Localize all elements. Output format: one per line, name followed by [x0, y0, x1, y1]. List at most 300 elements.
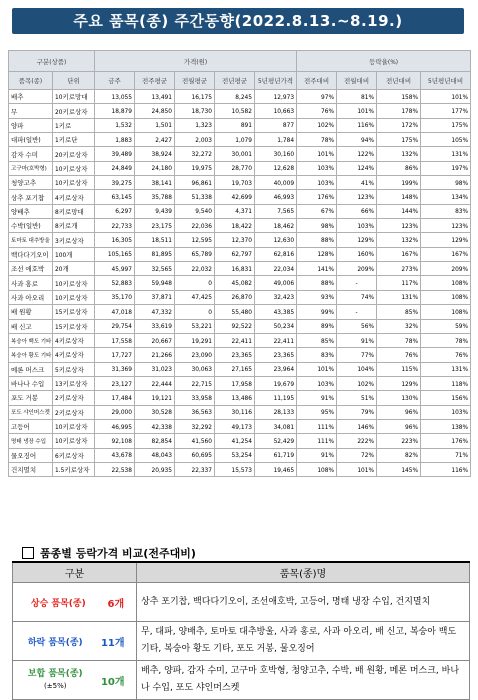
- value-cell: 115%: [377, 362, 421, 376]
- value-cell: 52,883: [95, 276, 135, 290]
- value-cell: 98%: [297, 219, 337, 233]
- item-name-cell: 포도 거봉: [9, 391, 53, 405]
- item-name-cell: 양파: [9, 118, 53, 132]
- value-cell: 209%: [421, 262, 471, 276]
- value-cell: 176%: [297, 190, 337, 204]
- value-cell: 41,560: [175, 434, 215, 448]
- value-cell: 102%: [297, 118, 337, 132]
- value-cell: 46,995: [95, 419, 135, 433]
- flat-items: 배추, 양파, 감자 수미, 고구마 호박형, 청양고추, 수박, 배 원황, 메론 머스크, 바나나 수입, 포도 샤인머스켓: [137, 661, 470, 700]
- value-cell: 33,619: [135, 319, 175, 333]
- value-cell: 16,305: [95, 233, 135, 247]
- value-cell: 103%: [421, 405, 471, 419]
- value-cell: 33,958: [175, 391, 215, 405]
- value-cell: 22,032: [175, 262, 215, 276]
- value-cell: 53,221: [175, 319, 215, 333]
- value-cell: 91%: [297, 391, 337, 405]
- value-cell: 28,133: [255, 405, 297, 419]
- unit-cell: 8키로망대: [53, 204, 95, 218]
- value-cell: 55,480: [215, 305, 255, 319]
- value-cell: 132%: [377, 233, 421, 247]
- value-cell: 43,385: [255, 305, 297, 319]
- item-name-cell: 명태 냉장 수입: [9, 434, 53, 448]
- value-cell: 59,948: [135, 276, 175, 290]
- value-cell: 111%: [297, 419, 337, 433]
- value-cell: 77%: [337, 348, 377, 362]
- value-cell: 85%: [377, 305, 421, 319]
- value-cell: 30,160: [255, 147, 297, 161]
- value-cell: 38,924: [135, 147, 175, 161]
- unit-cell: 10키로상자: [53, 290, 95, 304]
- value-cell: 17,484: [95, 391, 135, 405]
- value-cell: 101%: [297, 362, 337, 376]
- table-row: [9, 147, 471, 161]
- value-cell: 62,816: [255, 247, 297, 261]
- table-row: [9, 90, 471, 104]
- value-cell: 59%: [421, 319, 471, 333]
- compare-row-falling: [13, 622, 470, 661]
- table-row: [9, 161, 471, 175]
- value-cell: 46,993: [255, 190, 297, 204]
- value-cell: 0: [175, 276, 215, 290]
- column-header: 5년평년가격: [255, 72, 297, 90]
- item-name-cell: 조선 애호박: [9, 262, 53, 276]
- flat-sub: (±5%): [44, 682, 67, 690]
- compare-section-title: 품종별 등락가격 비교(전주대비): [22, 545, 196, 561]
- value-cell: 7,565: [255, 204, 297, 218]
- value-cell: 28,770: [215, 161, 255, 175]
- value-cell: 12,628: [255, 161, 297, 175]
- value-cell: 51%: [337, 391, 377, 405]
- value-cell: 66%: [337, 204, 377, 218]
- value-cell: 21,266: [135, 348, 175, 362]
- value-cell: 22,036: [175, 219, 215, 233]
- price-table: [8, 50, 471, 477]
- column-header: 5년평년대비: [421, 72, 471, 90]
- value-cell: 0: [175, 305, 215, 319]
- compare-row-flat: [13, 661, 470, 700]
- value-cell: 34,081: [255, 419, 297, 433]
- table-row: [9, 348, 471, 362]
- unit-cell: 4키로상자: [53, 333, 95, 347]
- value-cell: 129%: [421, 233, 471, 247]
- table-row: [9, 233, 471, 247]
- value-cell: 36,563: [175, 405, 215, 419]
- value-cell: 158%: [377, 90, 421, 104]
- item-name-cell: 배 신고: [9, 319, 53, 333]
- value-cell: 1,532: [95, 118, 135, 132]
- value-cell: 123%: [337, 190, 377, 204]
- value-cell: 18,511: [135, 233, 175, 247]
- value-cell: 118%: [421, 376, 471, 390]
- value-cell: 22,337: [175, 462, 215, 476]
- unit-cell: 100개: [53, 247, 95, 261]
- unit-cell: 10키로망대: [53, 90, 95, 104]
- falling-count: 11개: [100, 637, 125, 649]
- column-header: 전주대비: [297, 72, 337, 90]
- value-cell: 199%: [377, 176, 421, 190]
- item-name-cell: 고등어: [9, 419, 53, 433]
- value-cell: 146%: [337, 419, 377, 433]
- column-header: 전주평균: [135, 72, 175, 90]
- value-cell: 15,573: [215, 462, 255, 476]
- value-cell: 16,175: [175, 90, 215, 104]
- value-cell: 167%: [377, 247, 421, 261]
- value-cell: 10,582: [215, 104, 255, 118]
- value-cell: 1,079: [215, 133, 255, 147]
- value-cell: 22,411: [215, 333, 255, 347]
- value-cell: 131%: [377, 290, 421, 304]
- value-cell: 103%: [297, 376, 337, 390]
- column-header: 금주: [95, 72, 135, 90]
- table-row: [9, 204, 471, 218]
- value-cell: 132%: [377, 147, 421, 161]
- value-cell: 13,491: [135, 90, 175, 104]
- value-cell: 78%: [421, 333, 471, 347]
- value-cell: 32,272: [175, 147, 215, 161]
- value-cell: 45,082: [215, 276, 255, 290]
- value-cell: 273%: [377, 262, 421, 276]
- unit-cell: 13키로상자: [53, 376, 95, 390]
- value-cell: 35,788: [135, 190, 175, 204]
- value-cell: 175%: [421, 118, 471, 132]
- value-cell: 148%: [377, 190, 421, 204]
- compare-header-items: 품목(종)명: [137, 562, 470, 583]
- value-cell: 129%: [377, 376, 421, 390]
- value-cell: 23,127: [95, 376, 135, 390]
- value-cell: 105%: [421, 133, 471, 147]
- value-cell: 78%: [297, 133, 337, 147]
- value-cell: 167%: [421, 247, 471, 261]
- item-name-cell: 메론 머스크: [9, 362, 53, 376]
- value-cell: 23,175: [135, 219, 175, 233]
- value-cell: 40,009: [255, 176, 297, 190]
- item-name-cell: 사과 홍로: [9, 276, 53, 290]
- value-cell: 74%: [337, 290, 377, 304]
- unit-cell: 1키로: [53, 118, 95, 132]
- item-name-cell: 고구마(호박형): [9, 161, 53, 175]
- value-cell: 76%: [377, 348, 421, 362]
- unit-cell: 1.5키로상자: [53, 462, 95, 476]
- value-cell: 103%: [337, 219, 377, 233]
- item-name-cell: 건지멸치: [9, 462, 53, 476]
- value-cell: 30,063: [175, 362, 215, 376]
- unit-cell: 10키로상자: [53, 176, 95, 190]
- value-cell: 92,522: [215, 319, 255, 333]
- item-name-cell: 복숭아 백도 기타: [9, 333, 53, 347]
- value-cell: 141%: [297, 262, 337, 276]
- value-cell: 26,870: [215, 290, 255, 304]
- value-cell: 122%: [337, 147, 377, 161]
- value-cell: 42,699: [215, 190, 255, 204]
- table-row: [9, 434, 471, 448]
- value-cell: 99%: [297, 305, 337, 319]
- value-cell: 6,297: [95, 204, 135, 218]
- value-cell: 53,254: [215, 448, 255, 462]
- unit-cell: 10키로상자: [53, 161, 95, 175]
- item-name-cell: 감자 수미: [9, 147, 53, 161]
- value-cell: 24,849: [95, 161, 135, 175]
- value-cell: 22,444: [135, 376, 175, 390]
- value-cell: -: [337, 305, 377, 319]
- value-cell: 12,595: [175, 233, 215, 247]
- compare-row-rising: [13, 583, 470, 622]
- table-row: [9, 118, 471, 132]
- column-header: 전월대비: [337, 72, 377, 90]
- value-cell: 19,465: [255, 462, 297, 476]
- item-name-cell: 대파(일반): [9, 133, 53, 147]
- value-cell: 22,034: [255, 262, 297, 276]
- value-cell: 18,730: [175, 104, 215, 118]
- value-cell: 131%: [421, 147, 471, 161]
- item-name-cell: 백다다기오이: [9, 247, 53, 261]
- value-cell: 197%: [421, 161, 471, 175]
- item-name-cell: 배 원황: [9, 305, 53, 319]
- value-cell: 178%: [377, 104, 421, 118]
- value-cell: 41,254: [215, 434, 255, 448]
- value-cell: 83%: [297, 348, 337, 362]
- unit-cell: 8키로개: [53, 219, 95, 233]
- value-cell: 176%: [421, 434, 471, 448]
- value-cell: 19,703: [215, 176, 255, 190]
- table-row: [9, 133, 471, 147]
- value-cell: 19,291: [175, 333, 215, 347]
- value-cell: 103%: [297, 176, 337, 190]
- value-cell: 45,997: [95, 262, 135, 276]
- value-cell: 30,001: [215, 147, 255, 161]
- value-cell: 63,145: [95, 190, 135, 204]
- unit-cell: 10키로상자: [53, 276, 95, 290]
- value-cell: 91%: [297, 448, 337, 462]
- checkbox-square-icon: [22, 547, 34, 559]
- unit-cell: 3키로상자: [53, 233, 95, 247]
- header-item-group: 구분(상품): [9, 51, 95, 72]
- value-cell: 111%: [297, 434, 337, 448]
- value-cell: 49,173: [215, 419, 255, 433]
- value-cell: 50,234: [255, 319, 297, 333]
- value-cell: 17,958: [215, 376, 255, 390]
- value-cell: 29,000: [95, 405, 135, 419]
- value-cell: 52,429: [255, 434, 297, 448]
- value-cell: 61,719: [255, 448, 297, 462]
- value-cell: 82%: [377, 448, 421, 462]
- item-name-cell: 상추 포기찹: [9, 190, 53, 204]
- value-cell: 130%: [377, 391, 421, 405]
- item-name-cell: 물오징어: [9, 448, 53, 462]
- value-cell: 65,789: [175, 247, 215, 261]
- value-cell: 82,854: [135, 434, 175, 448]
- value-cell: 4,371: [215, 204, 255, 218]
- value-cell: 116%: [337, 118, 377, 132]
- value-cell: 71%: [421, 448, 471, 462]
- value-cell: 13,055: [95, 90, 135, 104]
- value-cell: 128%: [297, 247, 337, 261]
- value-cell: 177%: [421, 104, 471, 118]
- table-row: [9, 305, 471, 319]
- table-row: [9, 176, 471, 190]
- unit-cell: 10키로상자: [53, 419, 95, 433]
- value-cell: 47,332: [135, 305, 175, 319]
- unit-cell: 4키로상자: [53, 190, 95, 204]
- value-cell: 9,439: [135, 204, 175, 218]
- value-cell: 222%: [337, 434, 377, 448]
- value-cell: 131%: [421, 362, 471, 376]
- item-name-cell: 바나나 수입: [9, 376, 53, 390]
- value-cell: 138%: [421, 419, 471, 433]
- table-row: [9, 362, 471, 376]
- item-name-cell: 배추: [9, 90, 53, 104]
- value-cell: 97%: [297, 90, 337, 104]
- value-cell: 20,667: [135, 333, 175, 347]
- value-cell: 2,003: [175, 133, 215, 147]
- item-name-cell: 사과 아오리: [9, 290, 53, 304]
- value-cell: 223%: [377, 434, 421, 448]
- value-cell: 78%: [377, 333, 421, 347]
- table-row: [9, 448, 471, 462]
- value-cell: 877: [255, 118, 297, 132]
- value-cell: 38,141: [135, 176, 175, 190]
- value-cell: 29,754: [95, 319, 135, 333]
- unit-cell: 20키로상자: [53, 104, 95, 118]
- unit-cell: 15키로상자: [53, 319, 95, 333]
- value-cell: 81,895: [135, 247, 175, 261]
- unit-cell: 15키로상자: [53, 305, 95, 319]
- value-cell: 30,116: [215, 405, 255, 419]
- column-header: 전년대비: [377, 72, 421, 90]
- value-cell: 1,323: [175, 118, 215, 132]
- value-cell: 92,108: [95, 434, 135, 448]
- value-cell: 18,422: [215, 219, 255, 233]
- value-cell: 172%: [377, 118, 421, 132]
- value-cell: 67%: [297, 204, 337, 218]
- flat-count: 10개: [100, 676, 125, 688]
- value-cell: 1,501: [135, 118, 175, 132]
- page-title: 주요 품목(종) 주간동향(2022.8.13.~8.19.): [12, 8, 464, 34]
- value-cell: 24,180: [135, 161, 175, 175]
- value-cell: 19,679: [255, 376, 297, 390]
- value-cell: 60,695: [175, 448, 215, 462]
- value-cell: 91%: [337, 333, 377, 347]
- unit-cell: 1키로단: [53, 133, 95, 147]
- value-cell: 93%: [297, 290, 337, 304]
- column-header: 전월평균: [175, 72, 215, 90]
- value-cell: 108%: [421, 276, 471, 290]
- value-cell: 88%: [297, 276, 337, 290]
- item-name-cell: 포도 샤인머스켓: [9, 405, 53, 419]
- value-cell: 23,365: [255, 348, 297, 362]
- value-cell: 10,663: [255, 104, 297, 118]
- value-cell: 76%: [297, 104, 337, 118]
- value-cell: -: [337, 276, 377, 290]
- value-cell: 16,831: [215, 262, 255, 276]
- value-cell: 79%: [337, 405, 377, 419]
- column-header: 단위: [53, 72, 95, 90]
- compare-table: [12, 561, 470, 700]
- value-cell: 22,411: [255, 333, 297, 347]
- value-cell: 72%: [337, 448, 377, 462]
- value-cell: 83%: [421, 204, 471, 218]
- value-cell: 19,121: [135, 391, 175, 405]
- item-name-cell: 양배추: [9, 204, 53, 218]
- value-cell: 23,090: [175, 348, 215, 362]
- falling-label: 하락 품목(종): [27, 637, 83, 648]
- value-cell: 76%: [421, 348, 471, 362]
- value-cell: 18,462: [255, 219, 297, 233]
- value-cell: 41%: [337, 176, 377, 190]
- value-cell: 108%: [421, 305, 471, 319]
- item-name-cell: 토마토 대추방울: [9, 233, 53, 247]
- value-cell: 891: [215, 118, 255, 132]
- value-cell: 1,883: [95, 133, 135, 147]
- value-cell: 31,369: [95, 362, 135, 376]
- value-cell: 56%: [337, 319, 377, 333]
- rising-count: 6개: [107, 598, 125, 610]
- value-cell: 42,338: [135, 419, 175, 433]
- value-cell: 11,195: [255, 391, 297, 405]
- table-row: [9, 219, 471, 233]
- value-cell: 18,879: [95, 104, 135, 118]
- value-cell: 47,018: [95, 305, 135, 319]
- table-row: [9, 462, 471, 476]
- value-cell: 39,275: [95, 176, 135, 190]
- header-price-group: 가격(원): [95, 51, 297, 72]
- unit-cell: 20키로상자: [53, 147, 95, 161]
- value-cell: 37,871: [135, 290, 175, 304]
- value-cell: 39,489: [95, 147, 135, 161]
- table-row: [9, 190, 471, 204]
- value-cell: 13,486: [215, 391, 255, 405]
- value-cell: 20,935: [135, 462, 175, 476]
- header-ratio-group: 등락율(%): [297, 51, 471, 72]
- unit-cell: 2키로상자: [53, 391, 95, 405]
- unit-cell: 2키로상자: [53, 405, 95, 419]
- table-row: [9, 290, 471, 304]
- value-cell: 32,565: [135, 262, 175, 276]
- value-cell: 96,861: [175, 176, 215, 190]
- unit-cell: 5키로상자: [53, 362, 95, 376]
- value-cell: 101%: [297, 147, 337, 161]
- value-cell: 1,784: [255, 133, 297, 147]
- value-cell: 19,975: [175, 161, 215, 175]
- value-cell: 22,733: [95, 219, 135, 233]
- value-cell: 2,427: [135, 133, 175, 147]
- value-cell: 12,973: [255, 90, 297, 104]
- value-cell: 102%: [337, 376, 377, 390]
- value-cell: 22,715: [175, 376, 215, 390]
- column-header: 전년평균: [215, 72, 255, 90]
- unit-cell: 4키로상자: [53, 348, 95, 362]
- value-cell: 32%: [377, 319, 421, 333]
- value-cell: 17,727: [95, 348, 135, 362]
- value-cell: 145%: [377, 462, 421, 476]
- item-name-cell: 무: [9, 104, 53, 118]
- value-cell: 8,245: [215, 90, 255, 104]
- value-cell: 116%: [421, 462, 471, 476]
- item-name-cell: 청양고추: [9, 176, 53, 190]
- value-cell: 98%: [421, 176, 471, 190]
- value-cell: 89%: [297, 319, 337, 333]
- value-cell: 12,630: [255, 233, 297, 247]
- table-row: [9, 333, 471, 347]
- table-row: [9, 405, 471, 419]
- column-header: 품목(종): [9, 72, 53, 90]
- table-row: [9, 276, 471, 290]
- value-cell: 81%: [337, 90, 377, 104]
- value-cell: 101%: [337, 462, 377, 476]
- value-cell: 117%: [377, 276, 421, 290]
- value-cell: 48,043: [135, 448, 175, 462]
- table-row: [9, 104, 471, 118]
